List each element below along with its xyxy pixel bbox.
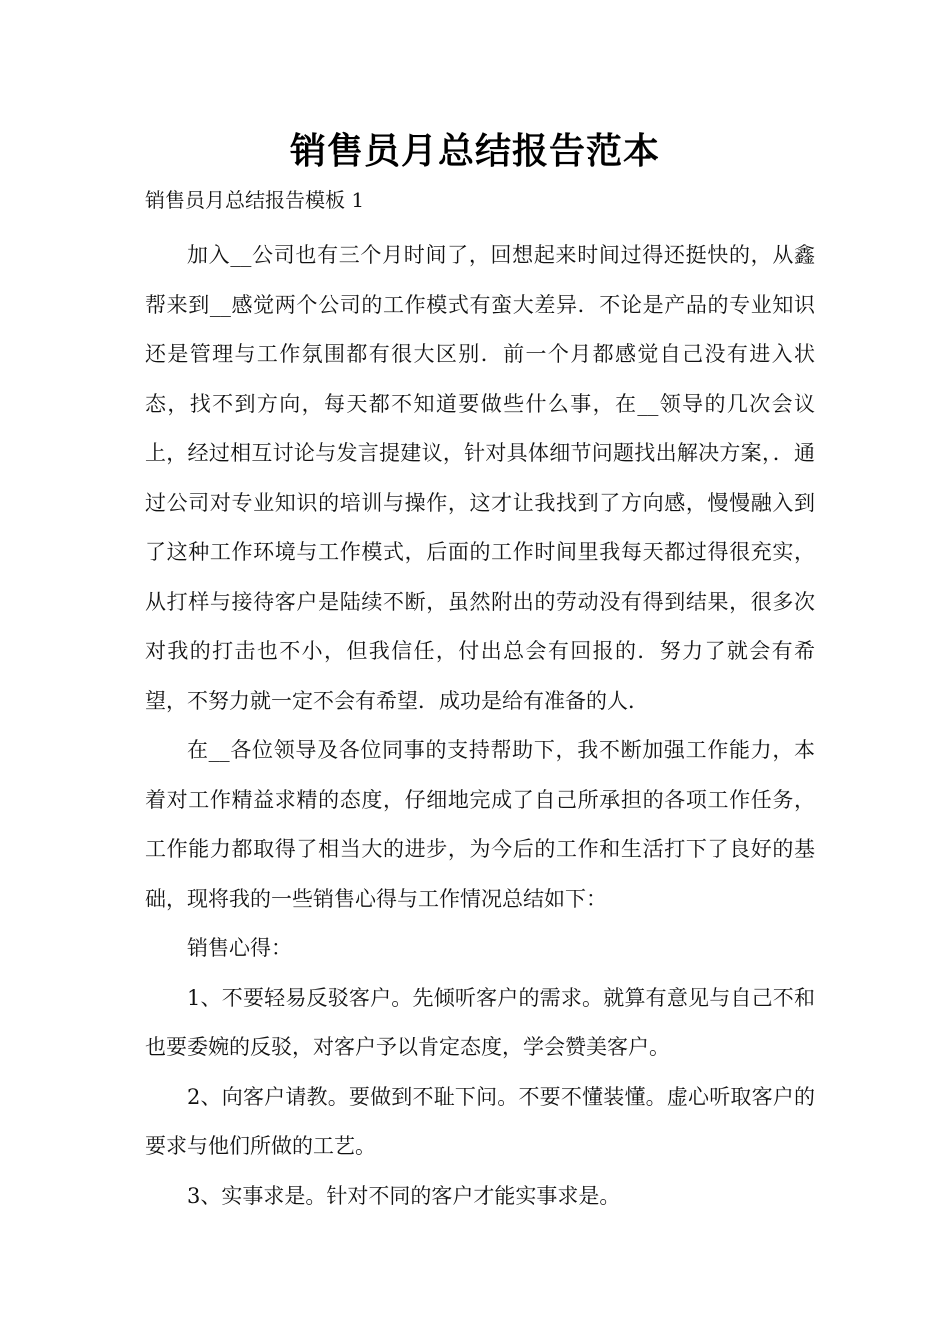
paragraph-summary: 在__各位领导及各位同事的支持帮助下，我不断加强工作能力，本着对工作精益求精的态度，仔细地完成了自己所承担的各项工作任务，工作能力都取得了相当大的进步，为今后的工作和生活打下了良好的基础，现将我的一些销售心得与工作情况总结如下： [145,738,815,911]
document-subtitle: 销售员月总结报告模板 1 [145,188,365,212]
paragraph-point-2: 2、向客户请教。要做到不耻下问。不要不懂装懂。虚心听取客户的要求与他们所做的工艺。 [145,1084,815,1158]
document-title: 销售员月总结报告范本 [289,131,660,172]
document-body [145,231,815,1221]
paragraph-point-1: 1、不要轻易反驳客户。先倾听客户的需求。就算有意见与自己不和也要委婉的反驳，对客户予以肯定态度，学会赞美客户。 [145,985,815,1059]
paragraph-point-3: 3、实事求是。针对不同的客户才能实事求是。 [187,1183,621,1208]
paragraph-heading-sales-insights: 销售心得： [187,936,292,960]
paragraph-intro: 加入__公司也有三个月时间了，回想起来时间过得还挺快的，从鑫帮来到__感觉两个公司的工作模式有蛮大差异．不论是产品的专业知识还是管理与工作氛围都有很大区别．前一个月都感觉自己没有进入状态，找不到方向，每天都不知道要做些什么事，在__领导的几次会议上，经过相互讨论与发言提建议，针对具体细节问题找出解决方案，．通过公司对专业知识的培训与操作，这才让我找到了方向感，慢慢融入到了这种工作环境与工作模式，后面的工作时间里我每天都过得很充实，从打样与接待客户是陆续不断，虽然附出的劳动没有得到结果，很多次对我的打击也不小，但我信任，付出总会有回报的．努力了就会有希望，不努力就一定不会有希望．成功是给有准备的人． [145,243,815,713]
